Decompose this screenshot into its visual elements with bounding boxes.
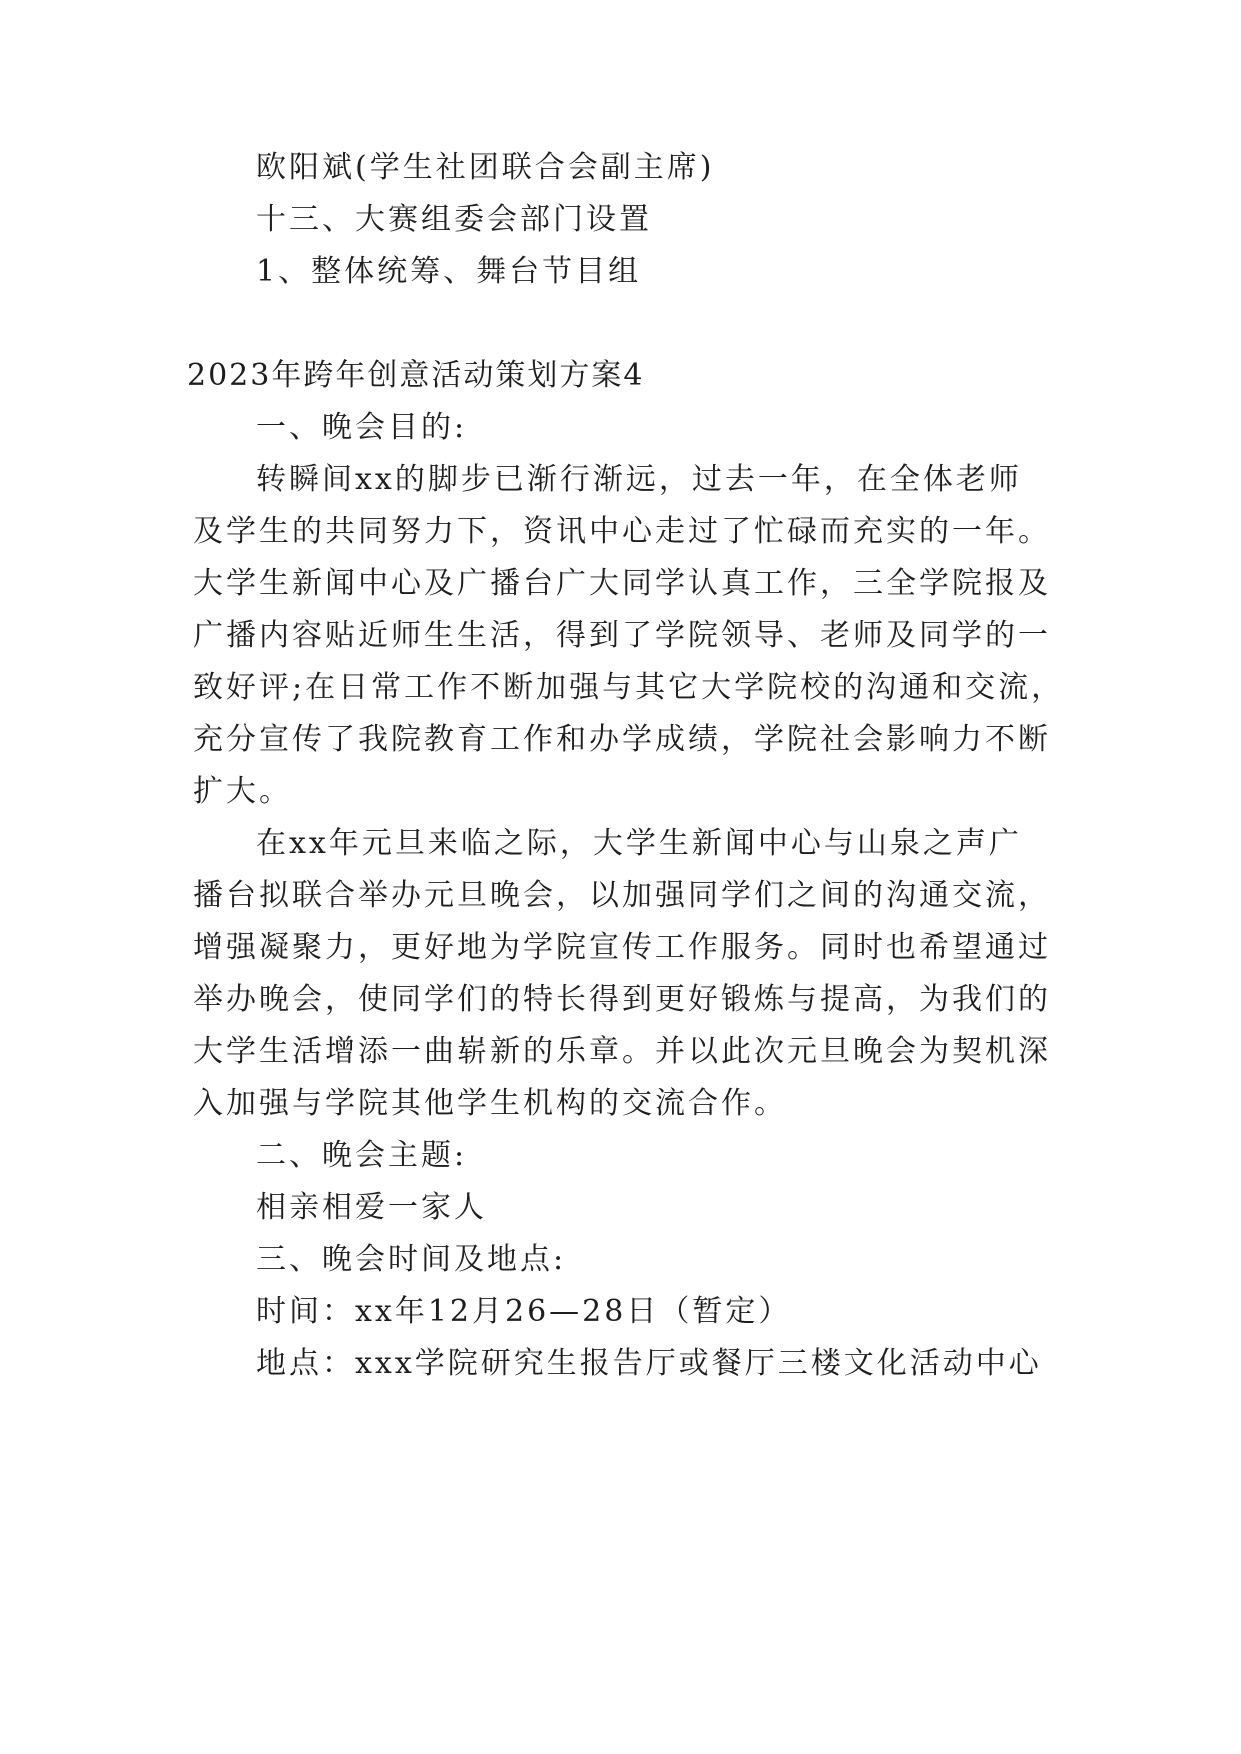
text-line: 1、整体统筹、舞台节目组 [256, 254, 642, 289]
section-heading: 三、晚会时间及地点: [256, 1242, 567, 1277]
paragraph-line: 致好评;在日常工作不断加强与其它大学院校的沟通和交流， [193, 670, 1065, 705]
paragraph-line: 大学生活增添一曲崭新的乐章。并以此次元旦晚会为契机深 [193, 1034, 1051, 1069]
paragraph-line: 充分宣传了我院教育工作和办学成绩，学院社会影响力不断 [193, 722, 1051, 757]
paragraph-line: 举办晚会，使同学们的特长得到更好锻炼与提高，为我们的 [193, 982, 1051, 1017]
section-heading: 一、晚会目的: [256, 410, 468, 445]
paragraph-line: 增强凝聚力，更好地为学院宣传工作服务。同时也希望通过 [193, 930, 1051, 965]
paragraph-line: 播台拟联合举办元旦晚会，以加强同学们之间的沟通交流， [193, 878, 1051, 913]
section-heading: 十三、大赛组委会部门设置 [256, 202, 652, 237]
paragraph-line: 入加强与学院其他学生机构的交流合作。 [193, 1086, 787, 1121]
paragraph-line: 大学生新闻中心及广播台广大同学认真工作，三全学院报及 [193, 566, 1051, 601]
theme-text: 相亲相爱一家人 [256, 1190, 487, 1225]
text-line: 欧阳斌(学生社团联合会副主席) [256, 150, 715, 185]
place-line: 地点：xxx学院研究生报告厅或餐厅三楼文化活动中心 [256, 1346, 1042, 1381]
time-line: 时间：xx年12月26—28日（暂定） [256, 1294, 792, 1329]
section-heading: 二、晚会主题: [256, 1138, 468, 1173]
paragraph-line: 转瞬间xx的脚步已渐行渐远，过去一年，在全体老师 [256, 462, 1022, 497]
paragraph-line: 及学生的共同努力下，资讯中心走过了忙碌而充实的一年。 [193, 514, 1051, 549]
paragraph-line: 广播内容贴近师生生活，得到了学院领导、老师及同学的一 [193, 618, 1051, 653]
document-title: 2023年跨年创意活动策划方案4 [187, 358, 645, 393]
paragraph-line: 在xx年元旦来临之际，大学生新闻中心与山泉之声广 [256, 826, 1022, 861]
paragraph-line: 扩大。 [193, 774, 292, 809]
